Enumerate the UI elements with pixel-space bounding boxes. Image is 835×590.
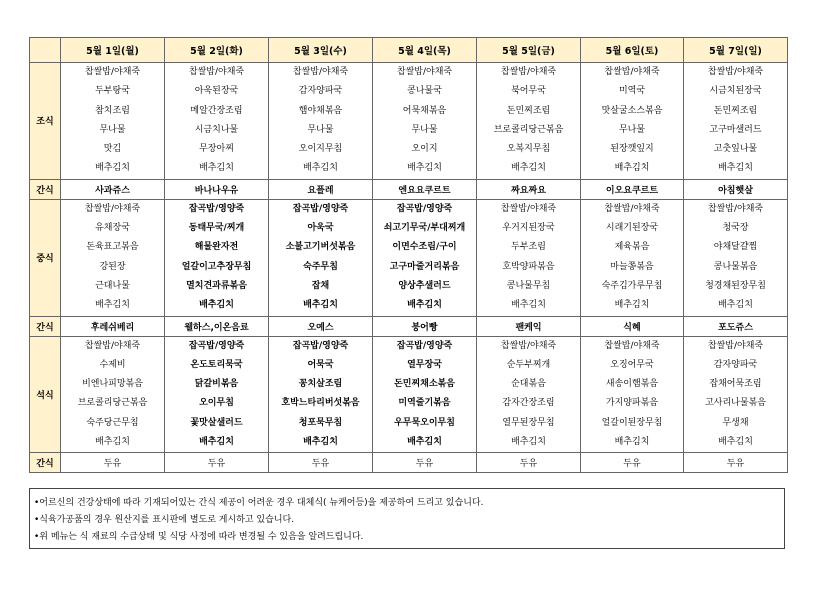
dish-item: 배추김치 [614,300,650,311]
dish-item: 찹쌀밥/야채죽 [707,340,764,351]
snack2-label: 간식 [30,316,61,336]
snack2-cell-day4: 붕어빵 [373,316,477,336]
dinner-row [30,336,788,453]
note-line: •어르신의 건강상태에 따라 기재되어있는 간식 제공이 어려운 경우 대체식( 뉴케어등)을 제공하여 드리고 있습니다. [34,498,484,508]
dish-item: 고사리나물볶음 [705,398,766,409]
snack1-cell-day1: 사과쥬스 [61,179,165,199]
dish-item: 고구마샐러드 [709,124,762,135]
snack2-cell-day7: 포도쥬스 [684,316,788,336]
dish-item: 돈민찌채소볶음 [394,379,455,390]
dish-item: 미역국 [618,86,646,97]
breakfast-cell-day7 [684,63,788,180]
snack3-cell-day4: 두유 [373,453,477,473]
dish-item: 배추김치 [95,163,130,174]
dish-item: 두부탕국 [95,86,130,97]
dish-item: 배추김치 [614,437,650,448]
dish-item: 찹쌀밥/야채죽 [500,340,557,351]
dish-item: 오이무침 [199,398,234,409]
snack1-cell-day2: 바나나우유 [165,179,269,199]
breakfast-label: 조식 [30,63,61,180]
dish-item: 동태무국/찌개 [188,223,245,234]
dish-item: 배추김치 [614,163,650,174]
date-header-4: 5월 4일(목) [373,38,477,63]
dish-item: 감자양파국 [298,86,343,97]
snack2-cell-day2: 웰하스,이온음료 [165,316,269,336]
dish-item: 잡곡밥/영양죽 [292,203,349,214]
dish-item: 배추김치 [199,300,234,311]
dish-item: 감자양파국 [713,359,758,370]
dinner-label: 석식 [30,336,61,453]
dish-item: 잡곡밥/영양죽 [396,203,453,214]
date-header-1: 5월 1일(월) [61,38,165,63]
dish-item: 배추김치 [718,437,753,448]
dish-item: 가지양파볶음 [605,398,659,409]
breakfast-cell-day2 [165,63,269,180]
breakfast-cell-day4 [373,63,477,180]
dish-item: 찹쌀밥/야채죽 [604,67,660,77]
snack2-cell-day5: 팬케익 [477,316,581,336]
breakfast-row [30,63,788,180]
date-header-3: 5월 3일(수) [269,38,373,63]
snack2-cell-day6: 식혜 [581,316,684,336]
dish-item: 배추김치 [95,437,130,448]
dish-item: 숙주김가루무침 [601,280,663,291]
dish-item: 순두부찌개 [506,359,551,370]
dish-item: 콩나물볶음 [713,261,758,272]
snack1-cell-day6: 이오요쿠르트 [581,179,684,199]
dish-item: 무나물 [411,124,438,135]
snack1-row [30,179,788,199]
corner-cell [30,38,61,63]
snack1-cell-day5: 짜요짜요 [477,179,581,199]
dish-item: 두부조림 [511,242,546,253]
dish-item: 제육볶음 [614,242,650,253]
lunch-row [30,199,788,316]
dish-item: 찹쌀밥/야채죽 [707,67,764,77]
dish-item: 꽁치살조림 [298,379,343,390]
dish-item: 맛김 [103,144,122,155]
dish-item: 배추김치 [718,300,753,311]
dish-item: 찹쌀밥/야채죽 [500,67,557,77]
dish-item: 돈민찌조림 [506,105,551,116]
dish-item: 배추김치 [718,163,753,174]
dish-item: 배추김치 [407,163,442,174]
snack3-cell-day6: 두유 [581,453,684,473]
dish-item: 닭갈비볶음 [194,379,239,390]
dish-item: 멸치견과류볶음 [186,280,247,291]
dish-item: 시금치된장국 [709,86,762,97]
dish-item: 청국장 [722,223,749,234]
snack1-cell-day4: 엔요요쿠르트 [373,179,477,199]
snack3-cell-day3: 두유 [269,453,373,473]
dish-item: 배추김치 [303,437,338,448]
dish-item: 맛살굴소스볶음 [601,105,663,116]
dish-item: 무생채 [722,417,749,428]
dish-item: 어묵국 [307,359,334,370]
dish-item: 배추김치 [199,437,234,448]
date-header-5: 5월 5일(금) [477,38,581,63]
dish-item: 유채장국 [95,223,130,234]
dish-item: 배추김치 [511,163,546,174]
dish-item: 오복지무침 [506,144,551,155]
lunch-label: 중식 [30,199,61,316]
dish-item: 잡곡밥/영양죽 [396,340,453,351]
dish-item: 배추김치 [303,163,338,174]
dish-item: 고춧잎나물 [713,144,758,155]
dish-item: 배추김치 [407,437,442,448]
dish-item: 강된장 [99,261,126,272]
dinner-cell-day1 [61,336,165,453]
snack2-cell-day1: 후레쉬베리 [61,316,165,336]
dish-item: 배추김치 [511,437,546,448]
dish-item: 콩나물무침 [506,280,551,291]
dish-item: 오이지 [411,144,438,155]
dish-item: 찹쌀밥/야채죽 [500,203,557,214]
snack1-cell-day3: 요플레 [269,179,373,199]
snack3-cell-day7: 두유 [684,453,788,473]
dish-item: 찹쌀밥/야채죽 [707,203,764,214]
snack3-label: 간식 [30,453,61,473]
dish-item: 찹쌀밥/야채죽 [396,67,453,77]
dish-item: 청경채된장무침 [705,280,766,291]
dish-item: 순대볶음 [511,379,546,390]
dish-item: 돈육표고볶음 [86,242,139,253]
dish-item: 배추김치 [303,300,338,311]
dish-item: 시금치나물 [194,124,239,135]
dish-item: 잡곡밥/영양죽 [292,340,349,351]
dish-item: 미역줄기볶음 [398,398,451,409]
dish-item: 온도토리묵국 [190,359,243,370]
dish-item: 우무묵오이무침 [394,417,455,428]
snack3-cell-day2: 두유 [165,453,269,473]
dish-item: 비엔나피망볶음 [82,379,143,390]
dish-item: 배추김치 [407,300,442,311]
dish-item: 무나물 [99,124,126,135]
dinner-cell-day3 [269,336,373,453]
dish-item: 야채달걀찜 [713,242,758,253]
dish-item: 메알간장조림 [190,105,243,116]
dish-item: 햄야채볶음 [298,105,343,116]
date-header-row [30,38,788,63]
snack2-cell-day3: 오예스 [269,316,373,336]
dish-item: 시래기된장국 [605,223,659,234]
dish-item: 청포묵무침 [298,417,343,428]
snack1-cell-day7: 아침햇살 [684,179,788,199]
breakfast-cell-day3 [269,63,373,180]
dish-item: 돈민찌조림 [713,105,758,116]
dish-item: 우거지된장국 [502,223,555,234]
lunch-cell-day5 [477,199,581,316]
dish-item: 얼갈이된장무침 [601,417,663,428]
dish-item: 잡곡밥/영양죽 [188,203,245,214]
note-line: •식육가공품의 경우 원산지를 표시판에 별도로 게시하고 있습니다. [34,515,295,525]
dish-item: 마늘쫑볶음 [610,261,654,272]
dish-item: 브로콜리당근볶음 [493,124,564,135]
dish-item: 새송이햄볶음 [605,379,659,390]
dish-item: 북어무국 [511,86,546,97]
dish-item: 무나물 [307,124,334,135]
dish-item: 찹쌀밥/야채죽 [84,67,141,77]
dish-item: 콩나물국 [407,86,442,97]
dish-item: 양상추샐러드 [398,280,451,291]
dish-item: 무나물 [618,124,646,135]
lunch-cell-day6 [581,199,684,316]
breakfast-cell-day5 [477,63,581,180]
dish-item: 아욱된장국 [194,86,239,97]
lunch-cell-day7 [684,199,788,316]
dish-item: 고구마줄거리볶음 [389,261,460,272]
breakfast-cell-day1 [61,63,165,180]
dish-item: 꽃맛살샐러드 [190,417,243,428]
dish-item: 무장아찌 [199,144,234,155]
lunch-cell-day4 [373,199,477,316]
lunch-cell-day1 [61,199,165,316]
weekly-menu-table [29,37,788,473]
dish-item: 배추김치 [199,163,234,174]
note-line: •위 메뉴는 식 재료의 수급상태 및 식당 사정에 따라 변경될 수 있음을 알려드립니다. [34,532,364,542]
dish-item: 배추김치 [95,300,130,311]
dish-item: 잡채어묵조림 [709,379,762,390]
dish-item: 열무된장무침 [502,417,555,428]
dish-item: 잡곡밥/영양죽 [188,340,245,351]
dinner-cell-day4 [373,336,477,453]
date-header-7: 5월 7일(일) [684,38,788,63]
dish-item: 쇠고기무국/부대찌개 [383,223,466,234]
dinner-cell-day6 [581,336,684,453]
dish-item: 찹쌀밥/야채죽 [84,340,141,351]
dish-item: 얼갈이고추장무침 [181,261,252,272]
lunch-cell-day3 [269,199,373,316]
snack2-row [30,316,788,336]
snack3-cell-day5: 두유 [477,453,581,473]
dish-item: 수제비 [99,359,126,370]
lunch-cell-day2 [165,199,269,316]
snack3-row [30,453,788,473]
dish-item: 찹쌀밥/야채죽 [604,340,660,351]
dish-item: 배추김치 [511,300,546,311]
breakfast-cell-day6 [581,63,684,180]
dish-item: 감자간장조림 [502,398,555,409]
dish-item: 오이지무침 [298,144,343,155]
dish-item: 해물완자전 [194,242,239,253]
dish-item: 숙주무침 [303,261,338,272]
dish-item: 근대나물 [95,280,130,291]
dish-item: 찹쌀밥/야채죽 [604,203,660,214]
dish-item: 찹쌀밥/야채죽 [188,67,245,77]
snack3-cell-day1: 두유 [61,453,165,473]
dish-item: 이면수조림/구이 [392,242,457,253]
dish-item: 열무장국 [407,359,442,370]
dish-item: 소불고기버섯볶음 [285,242,356,253]
dish-item: 아욱국 [307,223,334,234]
date-header-2: 5월 2일(화) [165,38,269,63]
dinner-cell-day2 [165,336,269,453]
dish-item: 찹쌀밥/야채죽 [84,203,141,214]
dish-item: 브로콜리당근볶음 [77,398,148,409]
dinner-cell-day5 [477,336,581,453]
dish-item: 잡채 [311,280,330,291]
dish-item: 어묵채볶음 [402,105,447,116]
notes-box [29,488,785,549]
date-header-6: 5월 6일(토) [581,38,684,63]
dish-item: 호박느타리버섯볶음 [281,398,360,409]
dish-item: 참치조림 [95,105,130,116]
dish-item: 된장깻잎지 [610,144,654,155]
dish-item: 찹쌀밥/야채죽 [292,67,349,77]
dinner-cell-day7 [684,336,788,453]
dish-item: 호박양파볶음 [502,261,555,272]
snack1-label: 간식 [30,179,61,199]
dish-item: 오징어무국 [610,359,654,370]
dish-item: 숙주당근무침 [86,417,139,428]
